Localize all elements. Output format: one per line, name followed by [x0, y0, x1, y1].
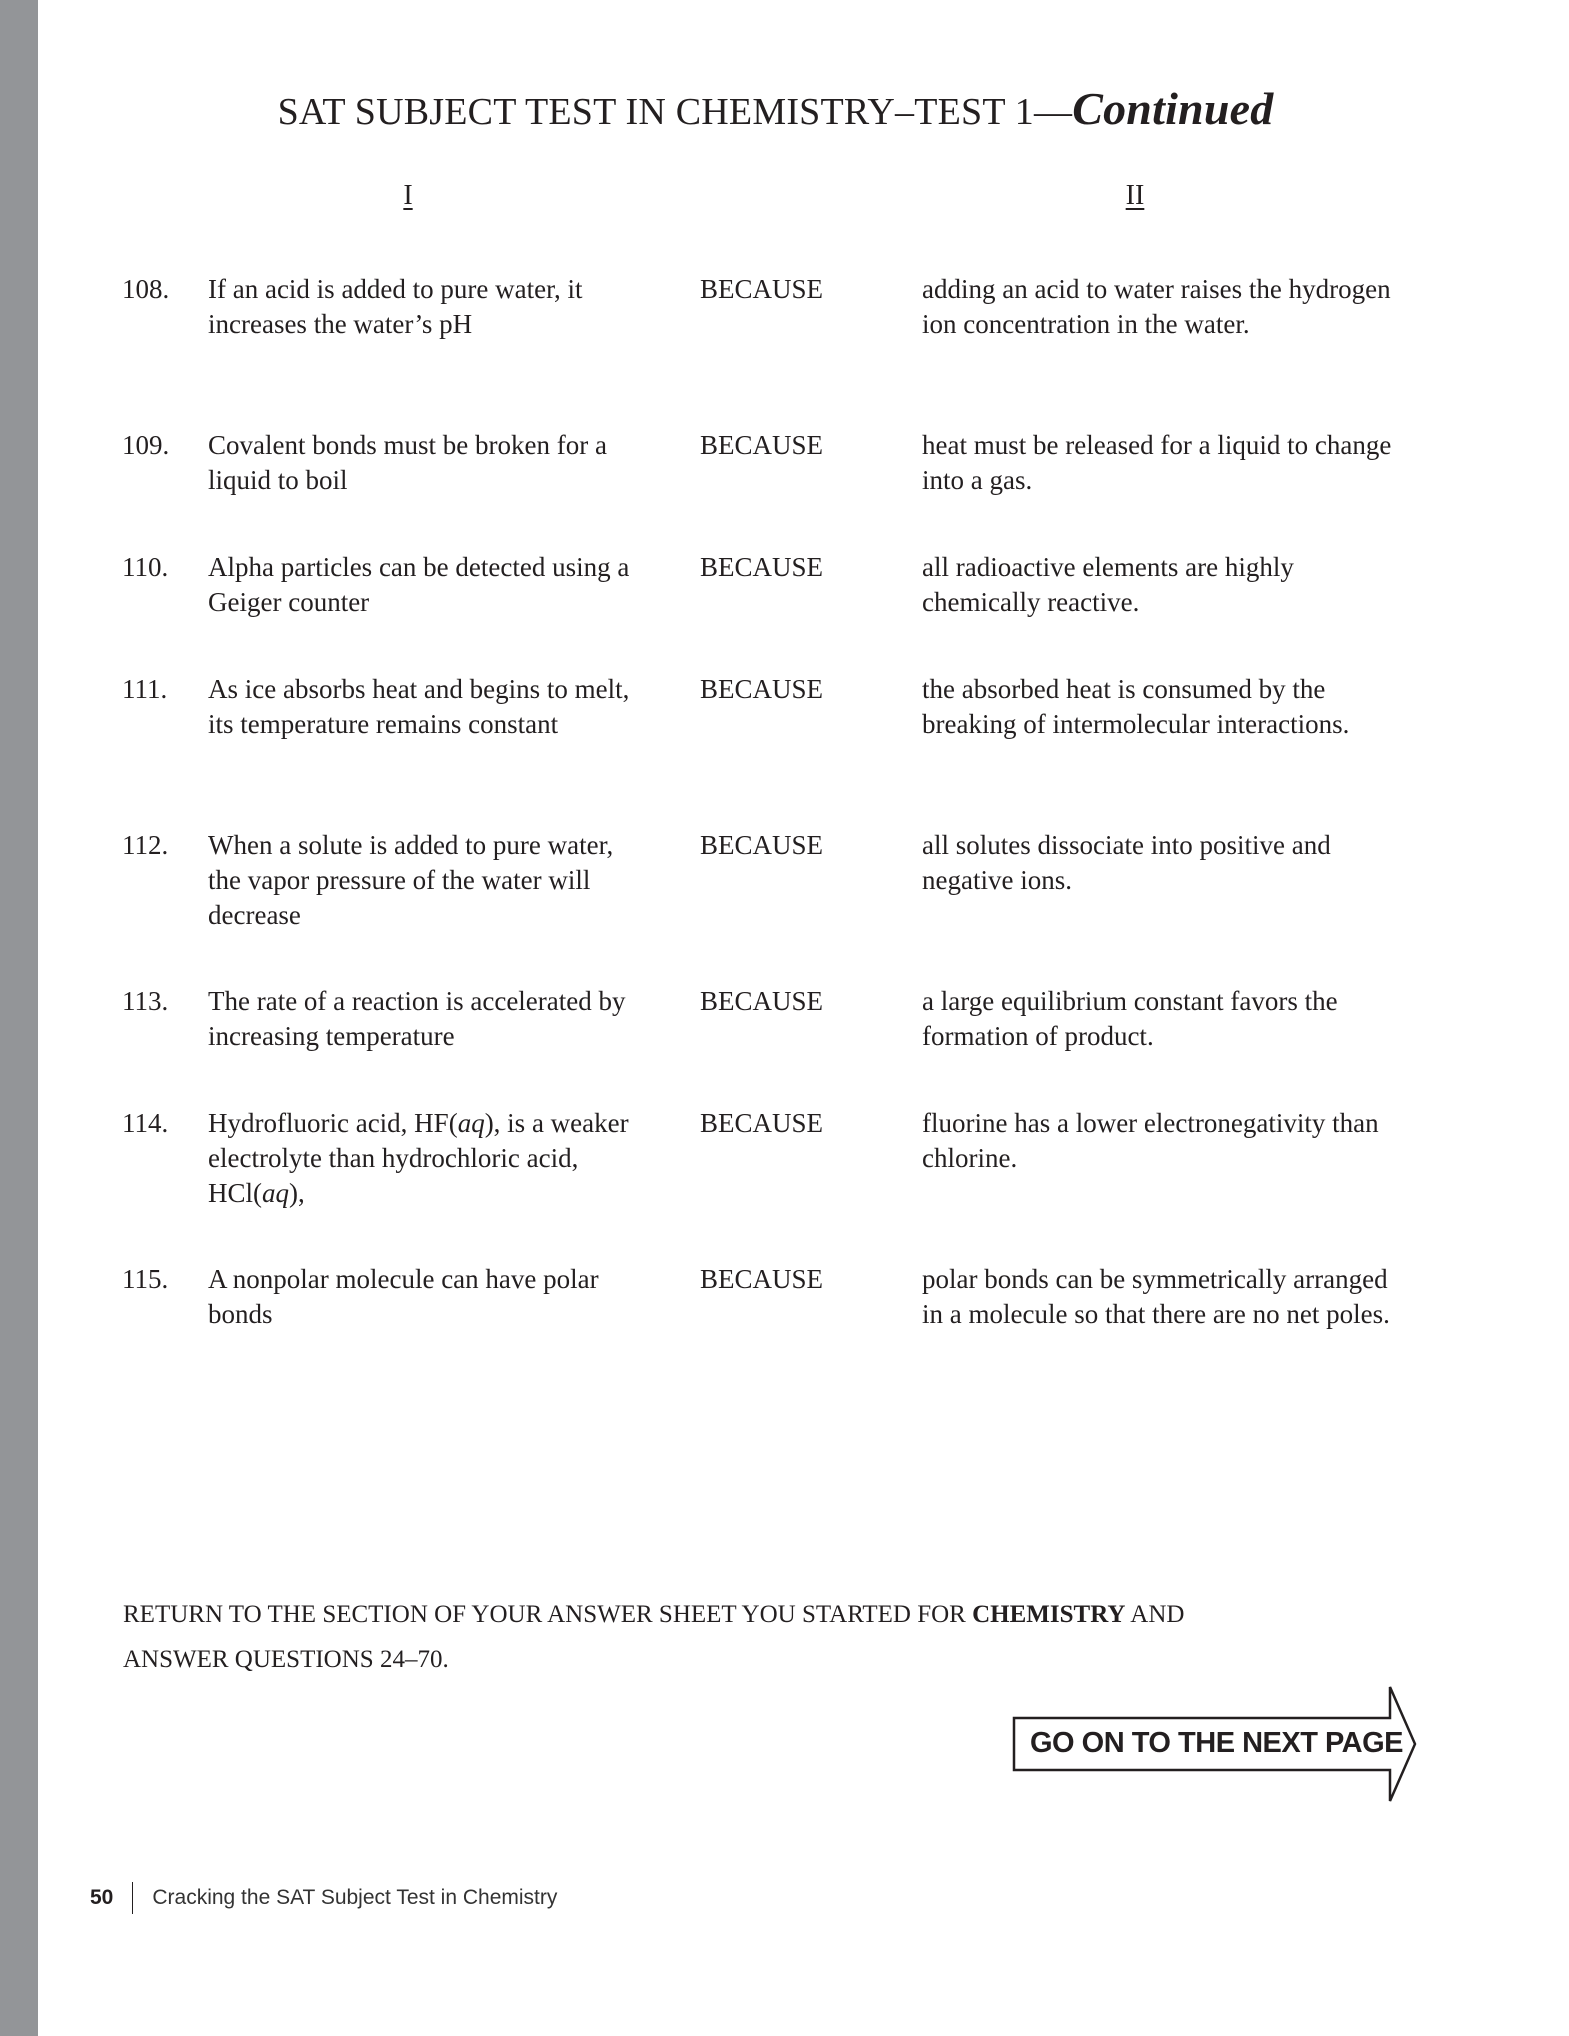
- statement-ii: a large equilibrium constant favors the formation of product.: [922, 986, 1338, 1051]
- column-heading-ii: II: [1125, 180, 1145, 211]
- statement-i-text: Hydrofluoric acid, HF(: [208, 1108, 458, 1138]
- statement-i: If an acid is added to pure water, it increases the water’s pH: [208, 274, 583, 339]
- page-footer: [90, 1882, 557, 1914]
- instructions-text: RETURN TO THE SECTION OF YOUR ANSWER SHEET YOU STARTED FOR: [123, 1601, 966, 1628]
- question-number: 109.: [122, 430, 170, 460]
- because-label: BECAUSE: [700, 830, 824, 860]
- statement-i: As ice absorbs heat and begins to melt, its temperature remains constant: [208, 674, 630, 739]
- question-number: 115.: [122, 1264, 169, 1294]
- statement-i: A nonpolar molecule can have polar bonds: [208, 1264, 599, 1329]
- instructions-subject: CHEMISTRY: [972, 1601, 1126, 1628]
- question-number: 111.: [122, 674, 168, 704]
- return-instructions: [123, 1592, 1273, 1682]
- page-gutter: [0, 0, 38, 2036]
- because-label: BECAUSE: [700, 986, 824, 1016]
- column-heading-i: I: [403, 180, 413, 211]
- statement-i-text: ),: [289, 1178, 305, 1208]
- question-number: 114.: [122, 1108, 169, 1138]
- book-title: Cracking the SAT Subject Test in Chemistry: [152, 1886, 558, 1909]
- footer-divider: [132, 1882, 133, 1914]
- aq-italic: aq: [457, 1108, 485, 1138]
- statement-ii: heat must be released for a liquid to change into a gas.: [922, 430, 1392, 495]
- statement-ii: polar bonds can be symmetrically arranged in a molecule so that there are no net poles.: [922, 1264, 1390, 1329]
- statement-ii: all solutes dissociate into positive and negative ions.: [922, 830, 1331, 895]
- title-main: SAT SUBJECT TEST IN CHEMISTRY–TEST 1: [277, 91, 1035, 133]
- statement-ii: adding an acid to water raises the hydrogen ion concentration in the water.: [922, 274, 1391, 339]
- statement-i: The rate of a reaction is accelerated by increasing temperature: [208, 986, 626, 1051]
- statement-i: Covalent bonds must be broken for a liquid to boil: [208, 430, 607, 495]
- question-number: 108.: [122, 274, 170, 304]
- statement-i: When a solute is added to pure water, the vapor pressure of the water will decrease: [208, 830, 614, 930]
- question-number: 110.: [122, 552, 169, 582]
- statement-ii: the absorbed heat is consumed by the breaking of intermolecular interactions.: [922, 674, 1350, 739]
- because-label: BECAUSE: [700, 274, 824, 304]
- because-label: BECAUSE: [700, 1108, 824, 1138]
- statement-i: Alpha particles can be detected using a Geiger counter: [208, 552, 630, 617]
- because-label: BECAUSE: [700, 552, 824, 582]
- because-label: BECAUSE: [700, 430, 824, 460]
- statement-i: [208, 1106, 648, 1211]
- title-dash: —: [1034, 91, 1073, 133]
- next-page-label[interactable]: GO ON TO THE NEXT PAGE: [1030, 1727, 1404, 1759]
- question-number: 113.: [122, 986, 169, 1016]
- page-number: 50: [90, 1886, 114, 1909]
- instructions-text: AND ANSWER QUESTIONS 24–70.: [123, 1601, 1185, 1673]
- statement-ii: fluorine has a lower electronegativity than chlorine.: [922, 1108, 1379, 1173]
- because-label: BECAUSE: [700, 1264, 824, 1294]
- statement-ii: all radioactive elements are highly chemically reactive.: [922, 552, 1294, 617]
- aq-italic: aq: [262, 1178, 289, 1208]
- title-continued: Continued: [1072, 83, 1274, 134]
- because-label: BECAUSE: [700, 674, 824, 704]
- statement-i-text: ), is a weaker electrolyte than hydrochloric acid, HCl(: [208, 1108, 629, 1208]
- question-number: 112.: [122, 830, 169, 860]
- page-title: [38, 82, 1513, 135]
